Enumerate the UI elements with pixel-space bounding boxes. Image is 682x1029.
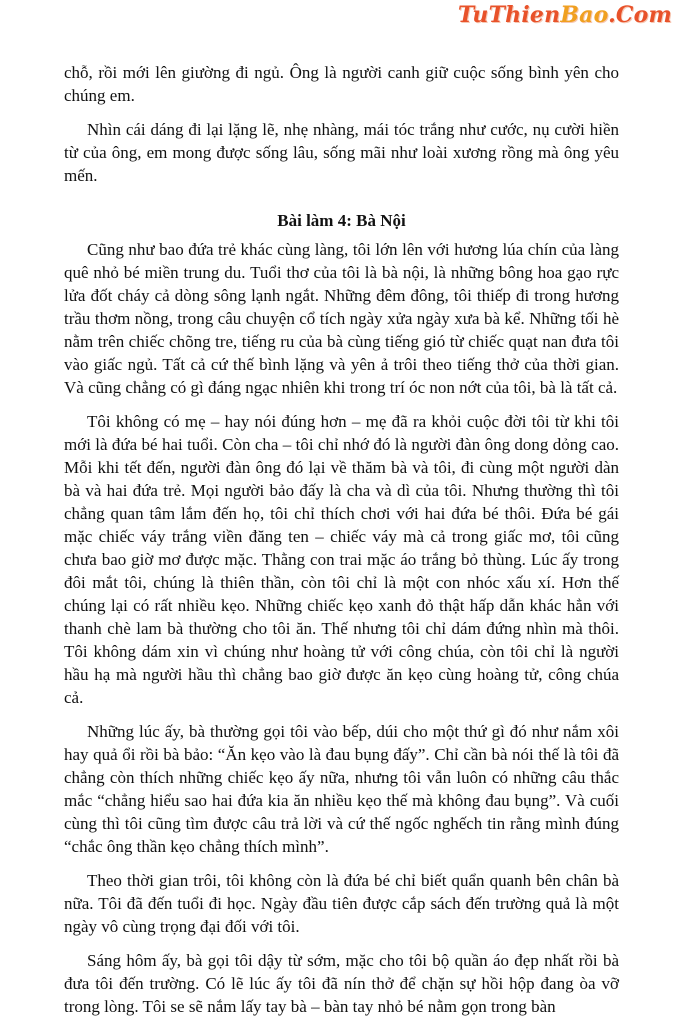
body-paragraph-5: Sáng hôm ấy, bà gọi tôi dậy từ sớm, mặc cho tôi bộ quần áo đẹp nhất rồi bà đưa tôi đến trường. Có lẽ lúc ấy tôi đã nín thở để chặn sự hồi hộp đang òa vỡ trong lòng. Tôi se sẽ nắm lấy tay bà – bàn tay nhỏ bé nằm gọn trong bàn	[64, 951, 619, 1016]
document-page	[64, 61, 619, 1029]
watermark-text-part-1: TuThien	[457, 2, 561, 28]
intro-paragraph-2: Nhìn cái dáng đi lại lặng lẽ, nhẹ nhàng, mái tóc trắng như cước, nụ cười hiền từ của ông, em mong được sống lâu, sống mãi như loài xương rồng mà ông yêu mến.	[64, 120, 619, 185]
body-paragraph-3: Những lúc ấy, bà thường gọi tôi vào bếp, dúi cho một thứ gì đó như nắm xôi hay quả ổi rồi bà bảo: “Ăn kẹo vào là đau bụng đấy”. Chỉ cần bà nói thế là tôi đã chẳng còn thích những chiếc kẹo ấy nữa, nhưng tôi vẫn luôn có những câu thắc mắc “chẳng hiểu sao hai đứa kia ăn nhiều kẹo thế mà không đau bụng”. Và cuối cùng thì tôi cũng tìm được câu trả lời và cứ thế ngốc nghếch tin rằng mình đúng “chắc ông thần kẹo chẳng thích mình”.	[64, 722, 619, 856]
body-paragraph-2: Tôi không có mẹ – hay nói đúng hơn – mẹ đã ra khỏi cuộc đời tôi từ khi tôi mới là đứa bé hai tuổi. Còn cha – tôi chỉ nhớ đó là người đàn ông dong dỏng cao. Mỗi khi tết đến, người đàn ông đó lại về thăm bà và tôi, đi cùng một người dàn bà và hai đứa trẻ. Mọi người bảo đấy là cha và dì của tôi. Nhưng thường thì tôi chẳng quan tâm lắm đến họ, tôi chỉ thích chơi với hai đứa bé thôi. Đứa bé gái mặc chiếc váy trắng viền đăng ten – chiếc váy mà cả trong giấc mơ, tôi cũng chưa bao giờ mơ được mặc. Thằng con trai mặc áo trắng bỏ thùng. Lúc ấy trong đôi mắt tôi, chúng là thiên thần, còn tôi chỉ là một con nhóc xấu xí. Hơn thế chúng lại có rất nhiều kẹo. Những chiếc kẹo xanh đỏ thật hấp dẫn khác hẳn với thanh chè lam bà thường cho tôi ăn. Thế nhưng tôi chỉ dám đứng nhìn mà thôi. Tôi không dám xin vì chúng như hoàng tử với công chúa, còn tôi chỉ là người hầu hạ mà người hầu thì chẳng bao giờ được ăn kẹo cùng hoàng tử, công chúa cả.	[64, 412, 619, 707]
site-watermark-logo	[458, 2, 672, 28]
watermark-text-part-2: Bao	[560, 2, 609, 28]
intro-paragraph-1: chỗ, rồi mới lên giường đi ngủ. Ông là người canh giữ cuộc sống bình yên cho chúng em.	[64, 63, 619, 105]
watermark-text-part-3: .Com	[608, 2, 672, 28]
body-paragraph-1: Cũng như bao đứa trẻ khác cùng làng, tôi lớn lên với hương lúa chín của làng quê nhỏ bé miền trung du. Tuổi thơ của tôi là bà nội, là những bông hoa gạo rực lửa đốt cháy cả dòng sông lạnh ngắt. Những đêm đông, tôi thiếp đi trong hương trầu thơm nồng, trong câu chuyện cổ tích ngày xửa ngày xưa bà kể. Những tối hè nằm trên chiếc chõng tre, tiếng ru của bà cùng tiếng gió từ chiếc quạt nan đưa tôi vào giấc ngủ. Tất cả cứ thế bình lặng và yên ả trôi theo tiếng thở của thời gian. Và cũng chẳng có gì đáng ngạc nhiên khi trong trí óc non nớt của tôi, bà là tất cả.	[64, 240, 619, 397]
section-title: Bài làm 4: Bà Nội	[277, 211, 406, 230]
body-paragraph-4: Theo thời gian trôi, tôi không còn là đứa bé chỉ biết quẩn quanh bên chân bà nữa. Tôi đã đến tuổi đi học. Ngày đầu tiên được cắp sách đến trường quả là một ngày vô cùng trọng đại đối với tôi.	[64, 871, 619, 936]
